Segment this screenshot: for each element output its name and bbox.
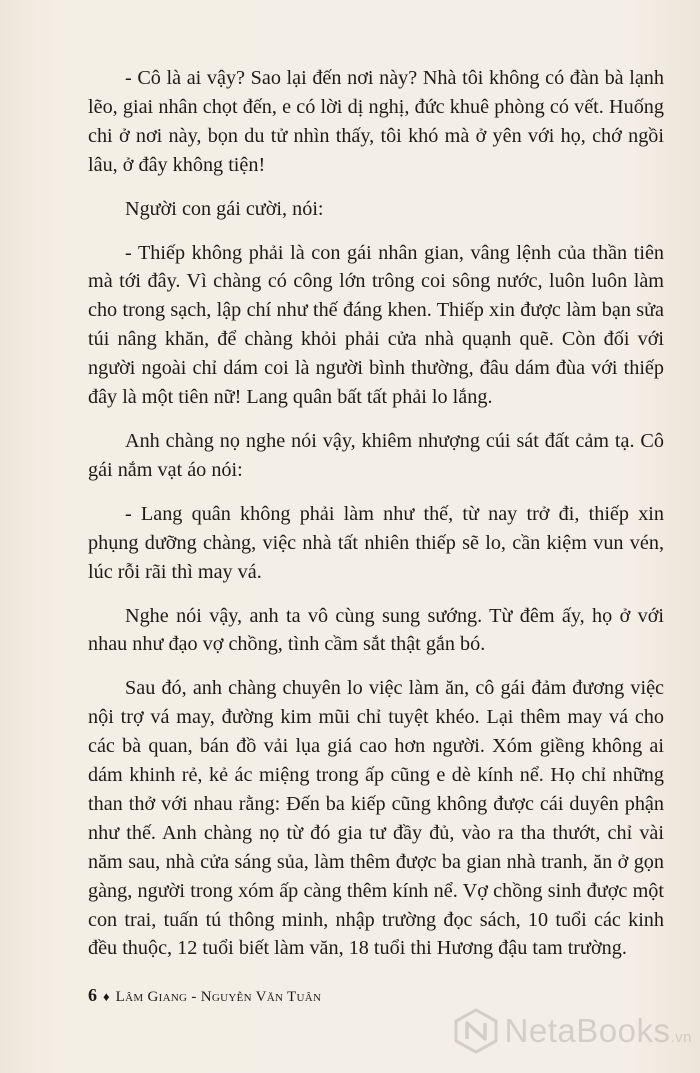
paragraph: - Cô là ai vậy? Sao lại đến nơi này? Nhà tôi không có đàn bà lạnh lẽo, giai nhân chọt đến, e có lời dị nghị, đức khuê phòng có vết. Huống chi ở nơi này, bọn du tử nhìn thấy, tôi khó mà ở yên với họ, chớ ngồi lâu, ở đây không tiện! [88,67,664,176]
page-number: 6 [88,985,97,1005]
paragraph: - Lang quân không phải làm như thế, từ nay trở đi, thiếp xin phụng dưỡng chàng, việc nhà tất nhiên thiếp sẽ lo, cần kiệm vun vén, lúc rỗi rãi thì may vá. [88,502,664,583]
watermark-suffix: .vn [670,1029,692,1046]
paragraph: - Thiếp không phải là con gái nhân gian, vâng lệnh của thần tiên mà tới đây. Vì chàng có công lớn trông coi sông nước, luôn luôn làm cho trong sạch, lập chí như thế đáng khen. Thiếp xin được làm bạn sửa túi nâng khăn, để chàng khỏi phải cửa nhà quạnh quẽ. Còn đối với người ngoài chỉ dám coi là người bình thường, đâu dám đùa với thiếp đây là một tiên nữ! Lang quân bất tất phải lo lắng. [88,241,664,409]
paragraph: Anh chàng nọ nghe nói vậy, khiêm nhượng cúi sát đất cảm tạ. Cô gái nắm vạt áo nói: [88,429,664,481]
running-head: Lâm Giang - Nguyễn Văn Tuân [115,989,322,1005]
page-footer [88,985,321,1006]
netabooks-logo-icon [453,1008,499,1054]
body-text [88,64,664,978]
paragraph: Nghe nói vậy, anh ta vô cùng sung sướng. Từ đêm ấy, họ ở với nhau như đạo vợ chồng, tình cầm sắt thật gắn bó. [88,604,664,656]
watermark-text [505,1012,692,1050]
watermark [453,1008,692,1054]
paragraph: Người con gái cười, nói: [125,197,324,220]
diamond-separator-icon: ♦ [103,989,110,1004]
paragraph: Sau đó, anh chàng chuyên lo việc làm ăn, cô gái đảm đương việc nội trợ vá may, đường kim mũi chỉ tuyệt khéo. Lại thêm may vá cho các bà quan, bán đồ vải lụa giá cao hơn người. Xóm giềng không ai dám khinh rẻ, kẻ ác miệng trong ấp cũng e dè kính nể. Họ chỉ những than thở với nhau rằng: Đến ba kiếp cũng không được cái duyên phận như thế. Anh chàng nọ từ đó gia tư đầy đủ, vào ra tha thướt, chỉ vài năm sau, nhà cửa sáng sủa, làm thêm được ba gian nhà tranh, ăn ở gọn gàng, người trong xóm ấp càng thêm kính nể. Vợ chồng sinh được một con trai, tuấn tú thông minh, nhập trường đọc sách, 10 tuổi các kinh đều thuộc, 12 tuổi biết làm văn, 18 tuổi thi Hương đậu tam trường. [88,677,664,960]
watermark-brand: NetaBooks [504,1012,671,1049]
